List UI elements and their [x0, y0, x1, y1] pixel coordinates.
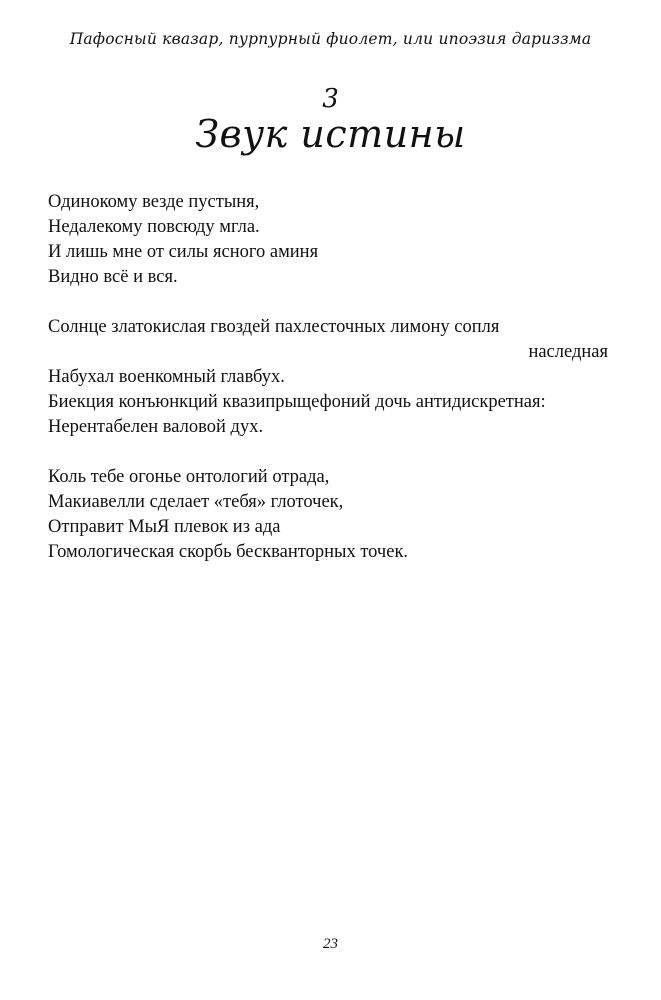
poem-line: Гомологическая скорбь бескванторных точек. [48, 542, 409, 562]
stanza-1 [48, 190, 608, 290]
poem-line: Коль тебе огонье онтологий отрада, [48, 467, 330, 487]
chapter-number: 3 [322, 84, 339, 114]
poem-line: Набухал военкомный главбух. [48, 367, 285, 387]
poem-line: Видно всё и вся. [48, 267, 178, 287]
poem-line-continuation: наследная [528, 342, 608, 362]
stanza-2 [48, 315, 608, 440]
poem-line: Отправит МыЯ плевок из ада [48, 517, 281, 537]
poem-line: Одинокому везде пустыня, [48, 192, 260, 212]
poem-line: Недалекому повсюду мгла. [48, 217, 260, 237]
page-number: 23 [323, 936, 338, 952]
poem-line: Биекция конъюнкций квазипрыщефоний дочь антидискретная: [48, 392, 546, 412]
poem-line: Нерентабелен валовой дух. [48, 417, 264, 437]
running-header: Пафосный квазар, пурпурный фиолет, или ипоэзия дариззма [69, 30, 592, 48]
stanza-3 [48, 465, 608, 565]
poem-body [48, 190, 608, 590]
poem-line: И лишь мне от силы ясного аминя [48, 242, 319, 262]
poem-line: Макиавелли сделает «тебя» глоточек, [48, 492, 344, 512]
chapter-title: Звук истины [195, 112, 466, 156]
poem-line: Солнце златокислая гвоздей пахлесточных лимону сопля [48, 317, 500, 337]
